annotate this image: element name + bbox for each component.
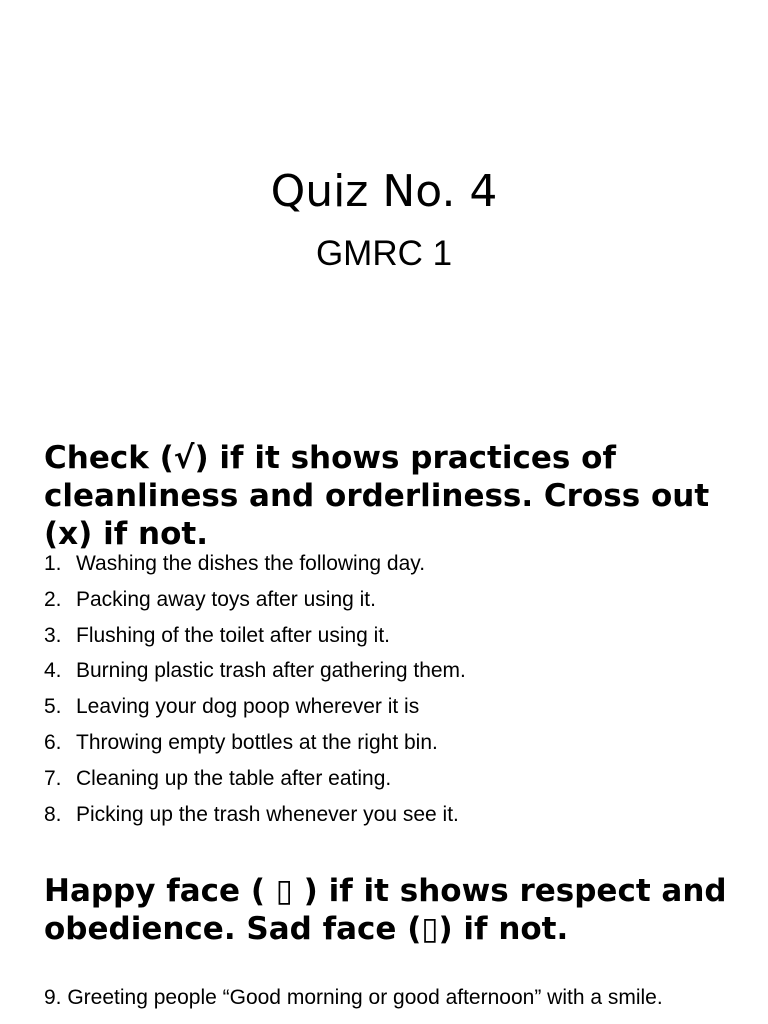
section-1-heading: Check (√) if it shows practices of cleanliness and orderliness. Cross out (x) if not. [44, 440, 710, 552]
list-item-text: Cleaning up the table after eating. [76, 766, 392, 790]
list-item [44, 761, 734, 797]
list-item-number: 2. [44, 587, 62, 611]
section-2-item-9: 9. Greeting people “Good morning or good afternoon” with a smile. [44, 986, 663, 1009]
list-item-number: 7. [44, 766, 62, 790]
page-subtitle: GMRC 1 [315, 234, 453, 273]
list-item [44, 653, 734, 689]
list-item [44, 689, 734, 725]
list-item-text: Flushing of the toilet after using it. [76, 623, 391, 647]
list-item-text: Picking up the trash whenever you see it. [76, 802, 459, 826]
section-2-heading: Happy face ( ▯ ) if it shows respect and obedience. Sad face (▯) if not. [44, 873, 727, 947]
list-item-text: Packing away toys after using it. [76, 587, 376, 611]
list-item-number: 3. [44, 623, 62, 647]
list-item-text: Leaving your dog poop wherever it is [76, 695, 420, 719]
list-item [44, 797, 734, 833]
list-item-number: 6. [44, 730, 62, 754]
list-item-number: 1. [44, 552, 62, 575]
list-item-text: Throwing empty bottles at the right bin. [76, 730, 438, 754]
list-item-text: Burning plastic trash after gathering them. [76, 659, 466, 683]
page-title: Quiz No. 4 [270, 166, 498, 217]
list-item [44, 582, 734, 618]
section-1-list [44, 546, 734, 832]
list-item-number: 5. [44, 695, 62, 719]
list-item-number: 8. [44, 802, 62, 826]
list-item-text: Washing the dishes the following day. [76, 552, 426, 575]
list-item [44, 725, 734, 761]
list-item-number: 4. [44, 659, 62, 683]
list-item [44, 546, 734, 582]
list-item [44, 618, 734, 654]
